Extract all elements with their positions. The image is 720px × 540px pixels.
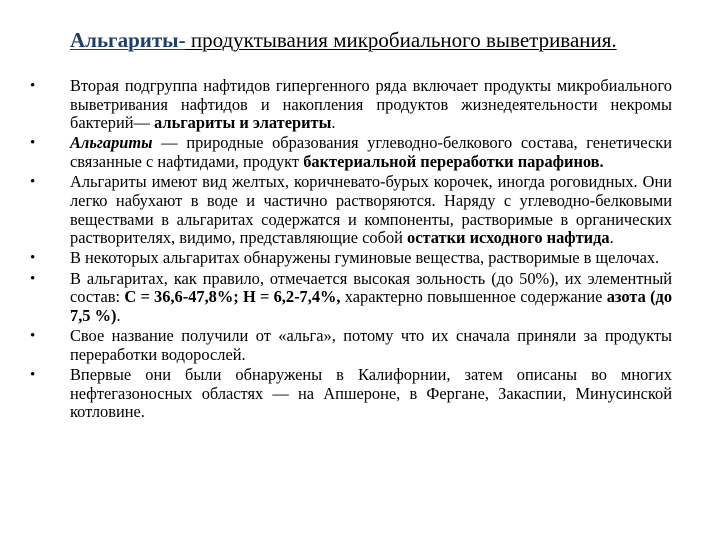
bullet-item (30, 270, 672, 326)
bullet-list (30, 77, 672, 424)
bullet-text: . (116, 305, 121, 325)
bullet-bold-text: альгариты и элатериты (154, 113, 332, 133)
bullet-dot-icon: • (30, 367, 36, 384)
title-term: Альгариты- (70, 28, 186, 52)
bullet-dot-icon: • (30, 135, 36, 152)
bullet-text: . (609, 228, 614, 248)
bullet-text: характерно повышенное содержание (340, 287, 607, 307)
bullet-dot-icon: • (30, 270, 36, 287)
bullet-text: — природные образования углеводно-белкового состава, генетически связанные с нафтидами, продукт (70, 133, 672, 172)
bullet-bold-text: остатки исходного нафтида (407, 228, 610, 248)
bullet-text: В альгаритах, как правило, отмечается высокая зольность (до 50%), их элементный состав: (70, 268, 672, 307)
bullet-item (30, 134, 672, 171)
slide-title (70, 27, 710, 53)
bullet-item (30, 77, 672, 133)
bullet-text: Вторая подгруппа нафтидов гипергенного ряда включает продукты микробиального выветривания нафтидов и накопления продуктов жизнедеятельности некромы бактерий— (70, 76, 672, 133)
bullet-text: Альгариты имеют вид желтых, коричневато-бурых корочек, иногда роговидных. Они легко набухают в воде и частично растворяются. Наряду с углеводно-белковыми веществами в альгаритах содержатся и компоненты, растворимые в органических растворителях, видимо, представляющие собой (70, 172, 672, 248)
bullet-bold-text: С = 36,6-47,8%; Н = 6,2-7,4%, (124, 287, 341, 307)
bullet-bold-text: бактериальной переработки парафинов. (303, 152, 604, 172)
bullet-dot-icon: • (30, 78, 36, 94)
bullet-term: Альгариты (70, 133, 153, 153)
bullet-item (30, 327, 672, 364)
bullet-dot-icon: • (30, 250, 36, 267)
title-definition: продуктывания микробиального выветривания. (185, 28, 617, 52)
bullet-bold-text: азота (до 7,5 %) (70, 287, 673, 325)
bullet-item (30, 173, 672, 247)
bullet-text: Впервые они были обнаружены в Калифорнии, затем описаны во многих нефтегазоносных областях — на Апшероне, в Фергане, Закаспии, Минусинской котловине. (70, 365, 672, 422)
bullet-dot-icon: • (30, 174, 36, 191)
bullet-text: . (331, 113, 336, 133)
bullet-item (30, 366, 672, 422)
bullet-text: В некоторых альгаритах обнаружены гуминовые вещества, растворимые в щелочах. (70, 248, 660, 268)
bullet-text: Свое название получили от «альга», потому что их сначала приняли за продукты переработки водорослей. (70, 326, 672, 364)
bullet-dot-icon: • (30, 328, 36, 345)
bullet-item (30, 249, 672, 268)
